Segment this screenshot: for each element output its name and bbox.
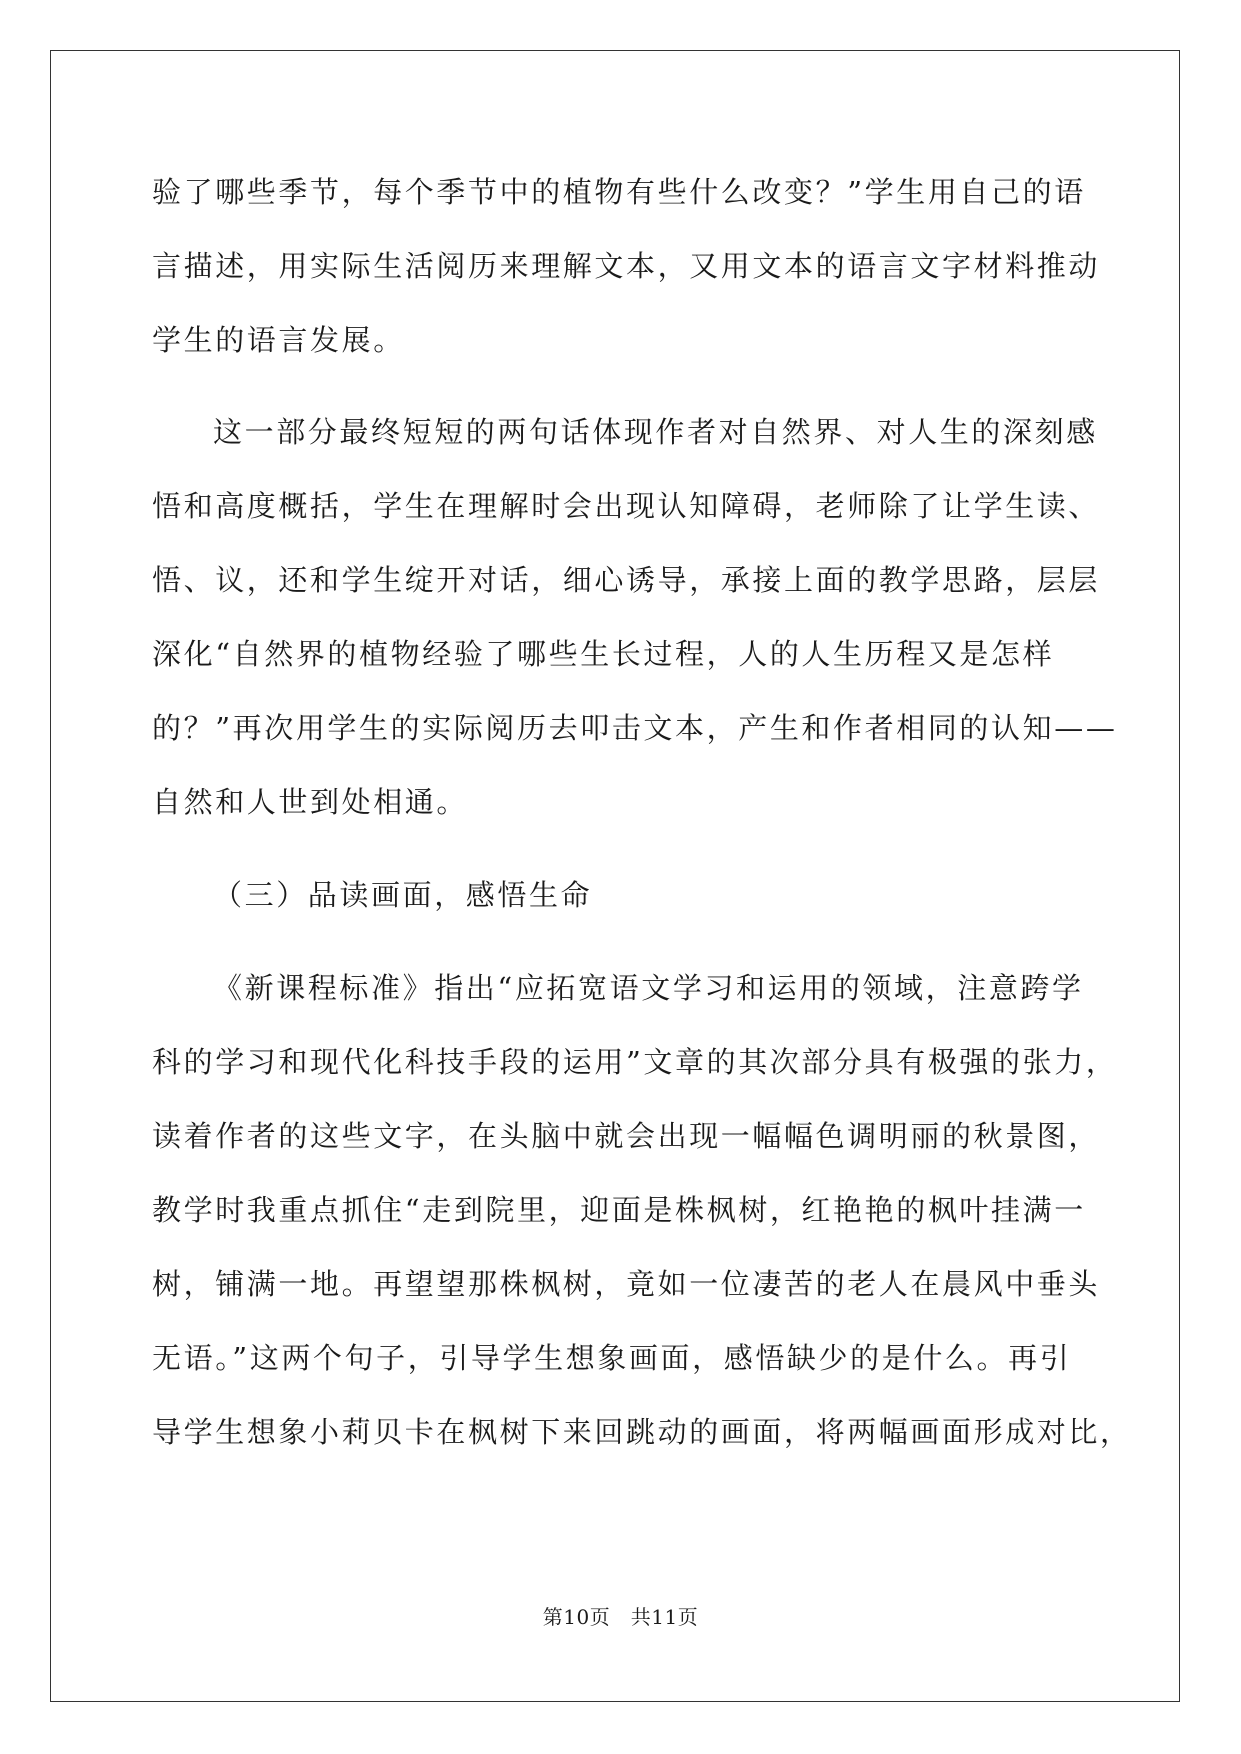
paragraph-line: 深化“自然界的植物经验了哪些生长过程，人的人生历程又是怎样 — [152, 637, 1055, 671]
paragraph-line: 这一部分最终短短的两句话体现作者对自然界、对人生的深刻感 — [213, 415, 1098, 449]
paragraph-line: 无语。”这两个句子，引导学生想象画面，感悟缺少的是什么。再引 — [152, 1341, 1072, 1375]
paragraph-line: 悟和高度概括，学生在理解时会出现认知障碍，老师除了让学生读、 — [152, 489, 1101, 523]
paragraph-line: 悟、议，还和学生绽开对话，细心诱导，承接上面的教学思路，层层 — [152, 563, 1101, 597]
page-number-footer: 第10页 共11页 — [542, 1605, 699, 1629]
paragraph-line: 读着作者的这些文字，在头脑中就会出现一幅幅色调明丽的秋景图， — [152, 1119, 1101, 1153]
paragraph-line: 言描述，用实际生活阅历来理解文本，又用文本的语言文字材料推动 — [152, 249, 1101, 283]
paragraph-line: 科的学习和现代化科技手段的运用”文章的其次部分具有极强的张力， — [152, 1045, 1118, 1079]
paragraph-line: 树，铺满一地。再望望那株枫树，竟如一位凄苦的老人在晨风中垂头 — [152, 1267, 1101, 1301]
section-heading: （三）品读画面，感悟生命 — [213, 878, 593, 912]
paragraph-line: 教学时我重点抓住“走到院里，迎面是株枫树，红艳艳的枫叶挂满一 — [152, 1193, 1086, 1227]
paragraph-line: 《新课程标准》指出“应拓宽语文学习和运用的领域，注意跨学 — [213, 971, 1084, 1005]
paragraph-line: 学生的语言发展。 — [152, 323, 405, 357]
paragraph-line: 自然和人世到处相通。 — [152, 785, 469, 819]
paragraph-line: 的？”再次用学生的实际阅历去叩击文本，产生和作者相同的认知—— — [152, 711, 1118, 745]
paragraph-line: 验了哪些季节，每个季节中的植物有些什么改变？”学生用自己的语 — [152, 175, 1086, 209]
paragraph-line: 导学生想象小莉贝卡在枫树下来回跳动的画面，将两幅画面形成对比， — [152, 1415, 1132, 1449]
